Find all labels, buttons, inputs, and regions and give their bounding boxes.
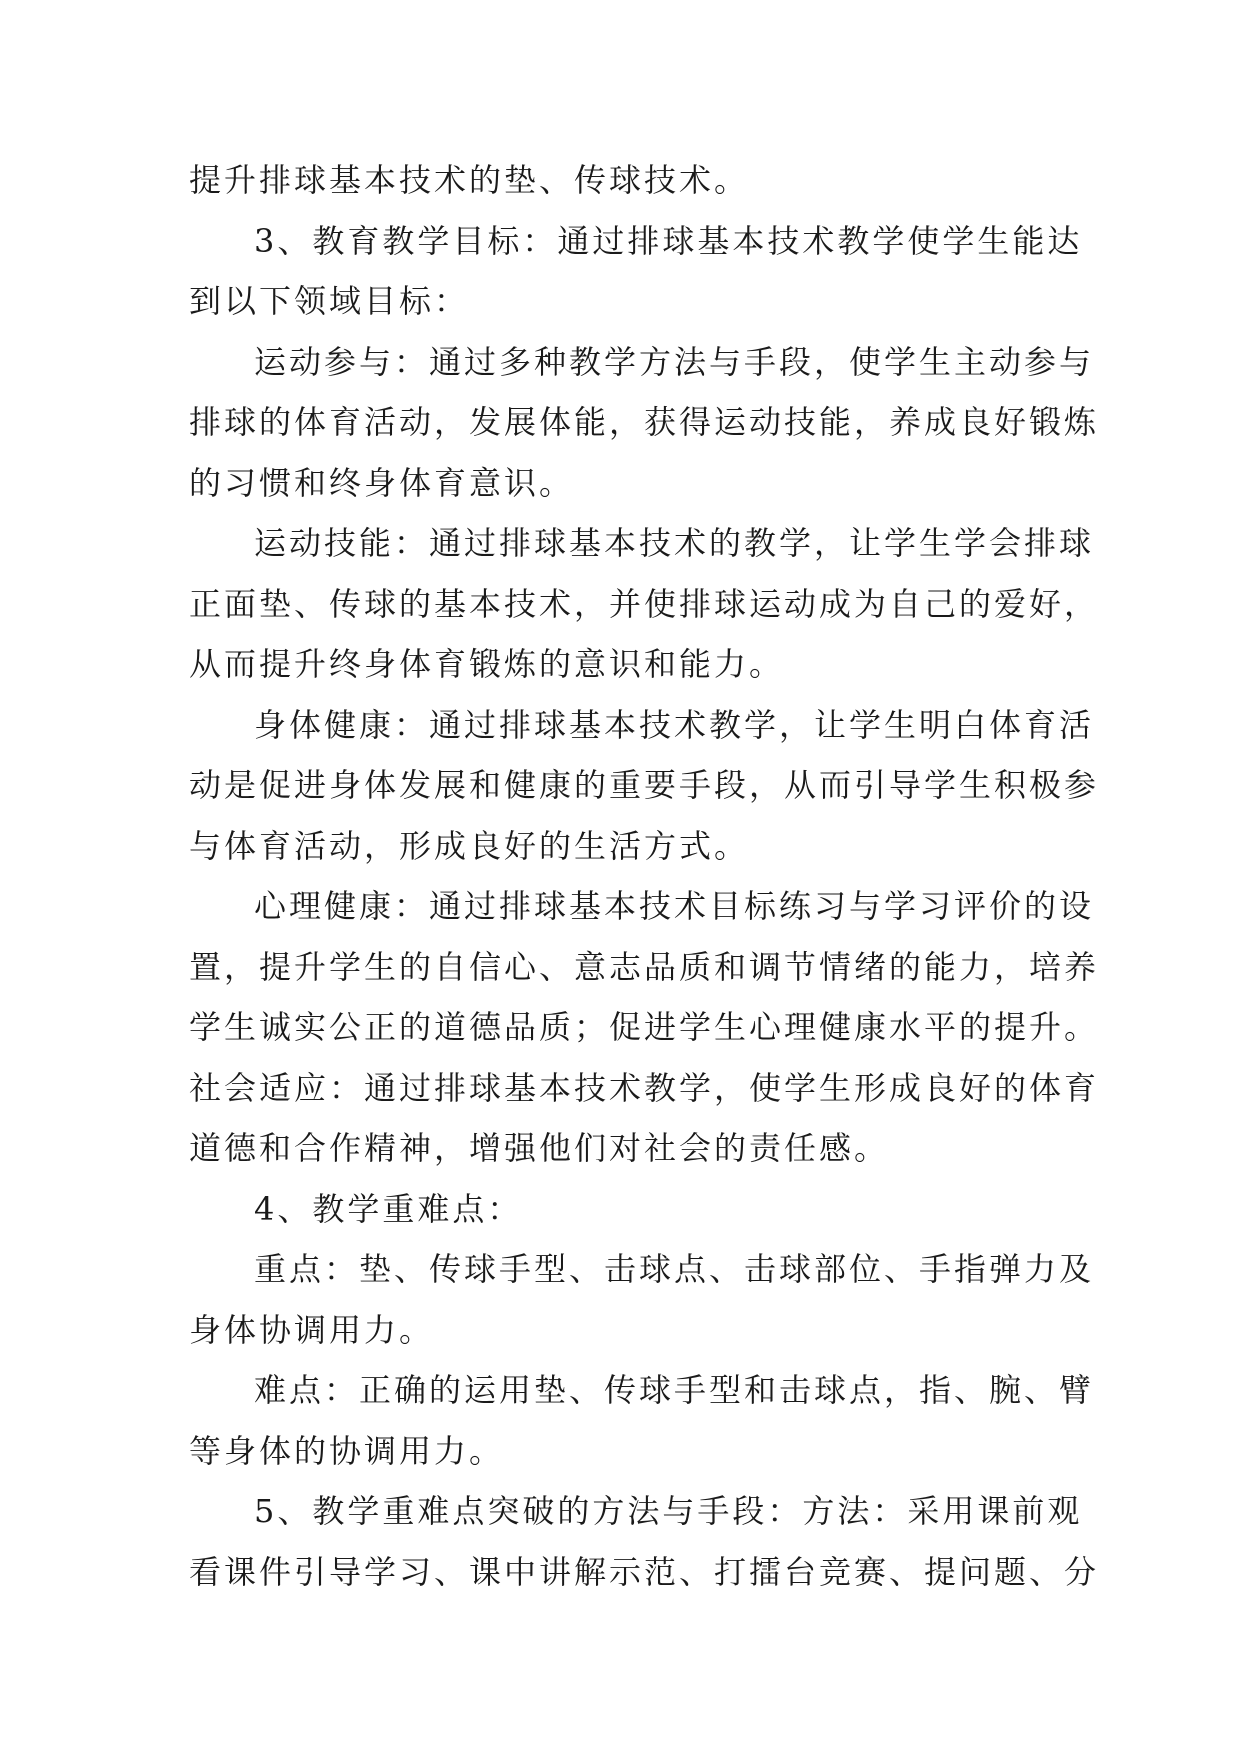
text-line: 正面垫、传球的基本技术，并使排球运动成为自己的爱好， bbox=[189, 584, 1100, 623]
text-line: 的习惯和终身体育意识。 bbox=[189, 463, 575, 502]
text-line: 等身体的协调用力。 bbox=[189, 1431, 505, 1470]
text-line: 心理健康：通过排球基本技术目标练习与学习评价的设 bbox=[254, 887, 1095, 925]
text-line: 身体协调用力。 bbox=[189, 1310, 435, 1349]
text-line: 身体健康：通过排球基本技术教学，让学生明白体育活 bbox=[254, 705, 1095, 744]
text-line: 难点：正确的运用垫、传球手型和击球点，指、腕、臂 bbox=[254, 1371, 1095, 1409]
text-line: 运动技能：通过排球基本技术的教学，让学生学会排球 bbox=[254, 524, 1095, 562]
text-line: 排球的体育活动，发展体能，获得运动技能，养成良好锻炼 bbox=[189, 403, 1100, 441]
text-line: 从而提升终身体育锻炼的意识和能力。 bbox=[189, 645, 785, 683]
text-line: 看课件引导学习、课中讲解示范、打擂台竞赛、提问题、分 bbox=[189, 1552, 1100, 1591]
text-line: 到以下领域目标： bbox=[189, 282, 470, 320]
document-body bbox=[189, 150, 1100, 1602]
text-line: 3、教育教学目标：通过排球基本技术教学使学生能达 bbox=[254, 221, 1083, 260]
text-line: 重点：垫、传球手型、击球点、击球部位、手指弹力及 bbox=[254, 1250, 1095, 1288]
text-line: 道德和合作精神，增强他们对社会的责任感。 bbox=[189, 1129, 890, 1167]
text-line: 学生诚实公正的道德品质；促进学生心理健康水平的提升。 bbox=[189, 1008, 1100, 1046]
text-line: 置，提升学生的自信心、意志品质和调节情绪的能力，培养 bbox=[189, 947, 1100, 986]
text-line: 提升排球基本技术的垫、传球技术。 bbox=[189, 161, 750, 199]
text-line: 5、教学重难点突破的方法与手段：方法：采用课前观 bbox=[254, 1492, 1083, 1530]
text-line: 运动参与：通过多种教学方法与手段，使学生主动参与 bbox=[254, 342, 1095, 381]
text-line: 与体育活动，形成良好的生活方式。 bbox=[189, 826, 750, 865]
text-line: 动是促进身体发展和健康的重要手段，从而引导学生积极参 bbox=[189, 766, 1100, 804]
text-line: 4、教学重难点： bbox=[254, 1189, 523, 1228]
text-line: 社会适应：通过排球基本技术教学，使学生形成良好的体育 bbox=[189, 1068, 1100, 1107]
